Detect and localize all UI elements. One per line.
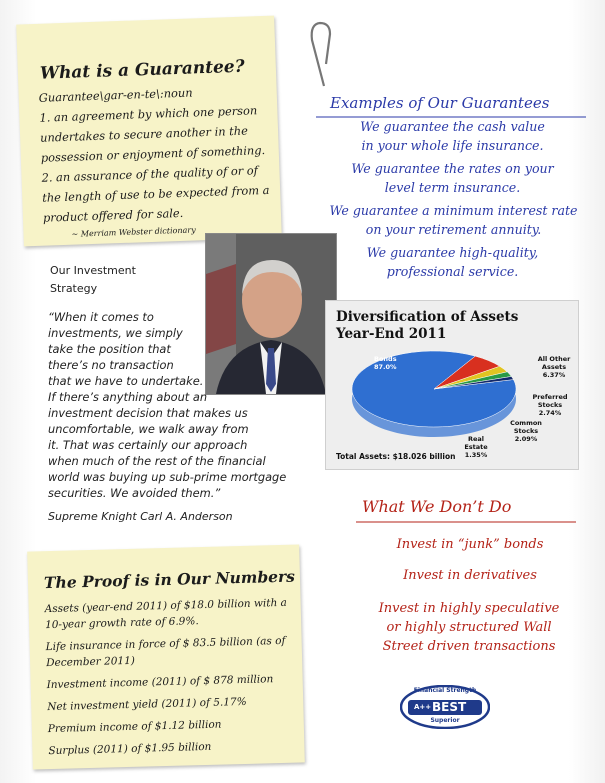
pie-label: 2.74% — [538, 409, 562, 417]
definition-line: product offered for sale. — [42, 205, 184, 225]
strategy-heading: Our Investment — [50, 264, 136, 277]
pie-label: Common — [510, 419, 542, 427]
badge-rating: A++ — [414, 703, 432, 711]
pie-label: All Other — [537, 355, 571, 363]
dont-item: or highly structured Wall — [386, 620, 552, 635]
dont-item: Invest in highly speculative — [378, 601, 560, 616]
quote-line: there’s no transaction — [48, 358, 174, 372]
pie-label: Assets — [541, 363, 567, 371]
numbers-line: Net investment yield (2011) of 5.17% — [47, 695, 247, 714]
dont-underline — [356, 519, 576, 525]
quote-line: when much of the rest of the financial — [48, 454, 266, 468]
definition-line: 1. an agreement by which one person — [39, 103, 258, 125]
definition-line: undertakes to secure another in the — [39, 123, 249, 145]
example-line: in your whole life insurance. — [361, 138, 544, 153]
quote-attribution: Supreme Knight Carl A. Anderson — [48, 510, 233, 523]
quote-line: world was buying up sub-prime mortgage — [48, 470, 287, 484]
numbers-line: Life insurance in force of $ 83.5 billion (as of — [45, 634, 286, 654]
pie-label: Stocks — [537, 401, 563, 409]
definition-line: 2. an assurance of the quality of or of — [41, 163, 259, 185]
quote-line: that we have to undertake. — [48, 374, 204, 388]
example-line: on your retirement annuity. — [365, 222, 542, 237]
chart-total: Total Assets: $18.026 billion — [336, 452, 456, 461]
numbers-note — [27, 544, 305, 769]
quote-line: “When it comes to — [48, 310, 154, 324]
example-line: We guarantee the cash value — [360, 119, 545, 134]
quote-line: it. That was certainly our approach — [48, 438, 248, 452]
definition-line: Guarantee\gar-en-te\:noun — [38, 85, 193, 105]
pie-label: 1.35% — [464, 451, 488, 459]
quote-line: investments, we simply — [48, 326, 183, 340]
strategy-quote — [48, 309, 286, 501]
numbers-line: December 2011) — [45, 654, 136, 670]
badge-top: Financial Strength — [413, 687, 477, 694]
numbers-line: 10-year growth rate of 6.9%. — [44, 615, 199, 632]
definition-title: What is a Guarantee? — [39, 56, 245, 84]
quote-line: If there’s anything about an — [48, 390, 208, 404]
example-line: level term insurance. — [384, 180, 521, 195]
am-best-badge — [400, 685, 490, 729]
pie-chart — [326, 301, 578, 469]
chart-subtitle: Year-End 2011 — [336, 326, 447, 342]
pie-label: Real — [467, 435, 485, 443]
dont-item: Invest in “junk” bonds — [396, 537, 544, 552]
paperclip-icon — [306, 20, 334, 88]
pie-label: 6.37% — [542, 371, 566, 379]
pie-label: Preferred — [532, 393, 568, 401]
pie-label: 87.0% — [374, 363, 397, 371]
example-line: We guarantee high-quality, — [366, 245, 539, 260]
pie-label: Estate — [464, 443, 488, 451]
definition-note — [16, 16, 282, 247]
definition-line: the length of use to be expected from a — [42, 182, 270, 205]
pie-label: Stocks — [513, 427, 539, 435]
numbers-line: Investment income (2011) of $ 878 million — [46, 673, 274, 692]
definition-line: possession or enjoyment of something. — [40, 142, 266, 165]
strategy-heading: Strategy — [50, 282, 98, 295]
pie-label: 2.09% — [514, 435, 538, 443]
numbers-line: Surplus (2011) of $1.95 billion — [48, 740, 212, 758]
badge-brand: BEST — [432, 700, 467, 714]
example-line: We guarantee a minimum interest rate — [329, 203, 578, 218]
quote-line: take the position that — [48, 342, 171, 356]
quote-line: securities. We avoided them.” — [48, 486, 221, 500]
dont-item: Street driven transactions — [382, 639, 556, 654]
pie-label: Bonds — [374, 355, 397, 363]
quote-line: investment decision that makes us — [48, 406, 248, 420]
numbers-line: Assets (year-end 2011) of $18.0 billion with a — [44, 596, 288, 616]
dont-item: Invest in derivatives — [403, 568, 537, 583]
examples-title: Examples of Our Guarantees — [330, 94, 550, 112]
numbers-title: The Proof is in Our Numbers — [43, 566, 296, 593]
badge-bottom: Superior — [430, 717, 460, 724]
example-line: We guarantee the rates on your — [351, 161, 554, 176]
dont-title: What We Don’t Do — [362, 497, 512, 516]
asset-chart — [325, 300, 579, 470]
definition-source: ~ Merriam Webster dictionary — [71, 225, 196, 239]
chart-title: Diversification of Assets — [336, 309, 519, 325]
example-line: professional service. — [386, 264, 519, 279]
numbers-line: Premium income of $1.12 billion — [47, 718, 222, 736]
quote-line: uncomfortable, we walk away from — [48, 422, 249, 436]
